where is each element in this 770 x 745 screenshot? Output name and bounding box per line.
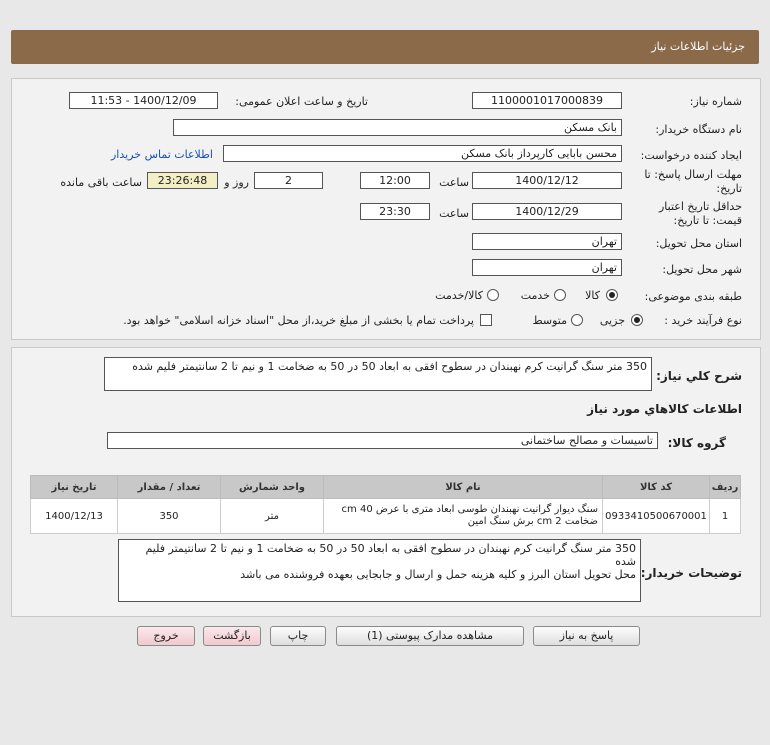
province-label: استان محل تحویل: [655, 237, 742, 250]
category-option-goods: کالا [585, 289, 600, 302]
goods-group-label: گروه کالا: [667, 436, 726, 450]
city-field: تهران [472, 259, 622, 276]
need-number-label: شماره نیاز: [689, 95, 742, 108]
deadline-label: مهلت ارسال پاسخ: تا تاریخ: [644, 168, 742, 195]
buyer-notes-line-1: 350 متر سنگ گرانیت کرم نهبندان در سطوح افقی به ابعاد 50 در 50 به ضخامت 1 و نیم تا 2 سانتیمتر فلیم شده [145, 542, 636, 568]
validity-label: حداقل تاریخ اعتبار قیمت: تا تاریخ: [658, 200, 742, 227]
col-name: نام کالا [324, 476, 603, 499]
validity-date-field: 1400/12/29 [472, 203, 622, 220]
col-code: کد کالا [603, 476, 710, 499]
buyer-notes-field [118, 539, 641, 602]
announce-field: 1400/12/09 - 11:53 [69, 92, 218, 109]
buyer-notes-line-2: محل تحویل استان البرز و کلیه هزینه حمل و ارسال و جابجایی بعهده فروشنده می باشد [240, 568, 636, 581]
category-radio-service[interactable] [554, 289, 566, 301]
cell-code: 0933410500670001 [603, 499, 710, 534]
need-number-field: 1100001017000839 [472, 92, 622, 109]
col-unit: واحد شمارش [221, 476, 324, 499]
remaining-time-field: 23:26:48 [147, 172, 218, 189]
summary-label: شرح کلي نياز: [656, 369, 742, 383]
cell-name: سنگ دیوار گرانیت نهبندان طوسی ابعاد متری با عرض cm 40 ضخامت cm 2 برش سنگ امین [324, 499, 603, 534]
remaining-label: ساعت باقی مانده [60, 176, 142, 189]
exit-button[interactable]: خروج [137, 626, 195, 646]
col-row: ردیف [710, 476, 741, 499]
category-radio-goods-service[interactable] [487, 289, 499, 301]
process-radio-medium[interactable] [571, 314, 583, 326]
page-title: جزئیات اطلاعات نیاز [651, 40, 745, 53]
goods-info-title: اطلاعات کالاهاي مورد نياز [587, 402, 742, 416]
deadline-time-label: ساعت [439, 176, 469, 189]
days-label: روز و [224, 176, 249, 189]
contact-buyer-link[interactable]: اطلاعات تماس خریدار [111, 148, 213, 161]
table-row [31, 499, 741, 534]
category-radio-goods[interactable] [606, 289, 618, 301]
buyer-label: نام دستگاه خریدار: [655, 123, 742, 136]
buyer-notes-label: توضیحات خریدار: [640, 566, 742, 580]
process-radio-minor[interactable] [631, 314, 643, 326]
payment-note: پرداخت تمام یا بخشی از مبلغ خرید،از محل "اسناد خزانه اسلامی" خواهد بود. [123, 314, 474, 327]
process-label: نوع فرآیند خرید : [664, 314, 742, 327]
deadline-time-field: 12:00 [360, 172, 430, 189]
buyer-field: بانک مسکن [173, 119, 622, 136]
process-option-medium: متوسط [532, 314, 567, 327]
deadline-date-field: 1400/12/12 [472, 172, 622, 189]
cell-date: 1400/12/13 [31, 499, 118, 534]
cell-unit: متر [221, 499, 324, 534]
province-field: تهران [472, 233, 622, 250]
table-header-row [31, 476, 741, 499]
col-date: تاریخ نیاز [31, 476, 118, 499]
category-option-service: خدمت [520, 289, 550, 302]
back-button[interactable]: بازگشت [203, 626, 261, 646]
attachments-button[interactable]: مشاهده مدارک پیوستی (1) [336, 626, 524, 646]
process-option-minor: جزیی [599, 314, 625, 327]
goods-group-field: تاسیسات و مصالح ساختمانی [107, 432, 658, 449]
treasury-payment-checkbox[interactable] [480, 314, 492, 326]
validity-time-field: 23:30 [360, 203, 430, 220]
creator-field: محسن بابایی کارپرداز بانک مسکن [223, 145, 622, 162]
creator-label: ایجاد کننده درخواست: [640, 149, 742, 162]
summary-field: 350 متر سنگ گرانیت کرم نهبندان در سطوح افقی به ابعاد 50 در 50 به ضخامت 1 و نیم تا 2 سانتیمتر فلیم شده [104, 357, 652, 391]
col-qty: تعداد / مقدار [118, 476, 221, 499]
cell-row: 1 [710, 499, 741, 534]
reply-button[interactable]: پاسخ به نیاز [533, 626, 640, 646]
days-field: 2 [254, 172, 323, 189]
cell-qty: 350 [118, 499, 221, 534]
category-label: طبقه بندی موضوعی: [644, 290, 742, 303]
category-option-goods-service: کالا/خدمت [435, 289, 483, 302]
goods-table [30, 475, 741, 534]
city-label: شهر محل تحویل: [662, 263, 742, 276]
print-button[interactable]: چاپ [270, 626, 326, 646]
validity-time-label: ساعت [439, 207, 469, 220]
announce-label: تاریخ و ساعت اعلان عمومی: [235, 95, 368, 108]
page-header [11, 30, 759, 64]
